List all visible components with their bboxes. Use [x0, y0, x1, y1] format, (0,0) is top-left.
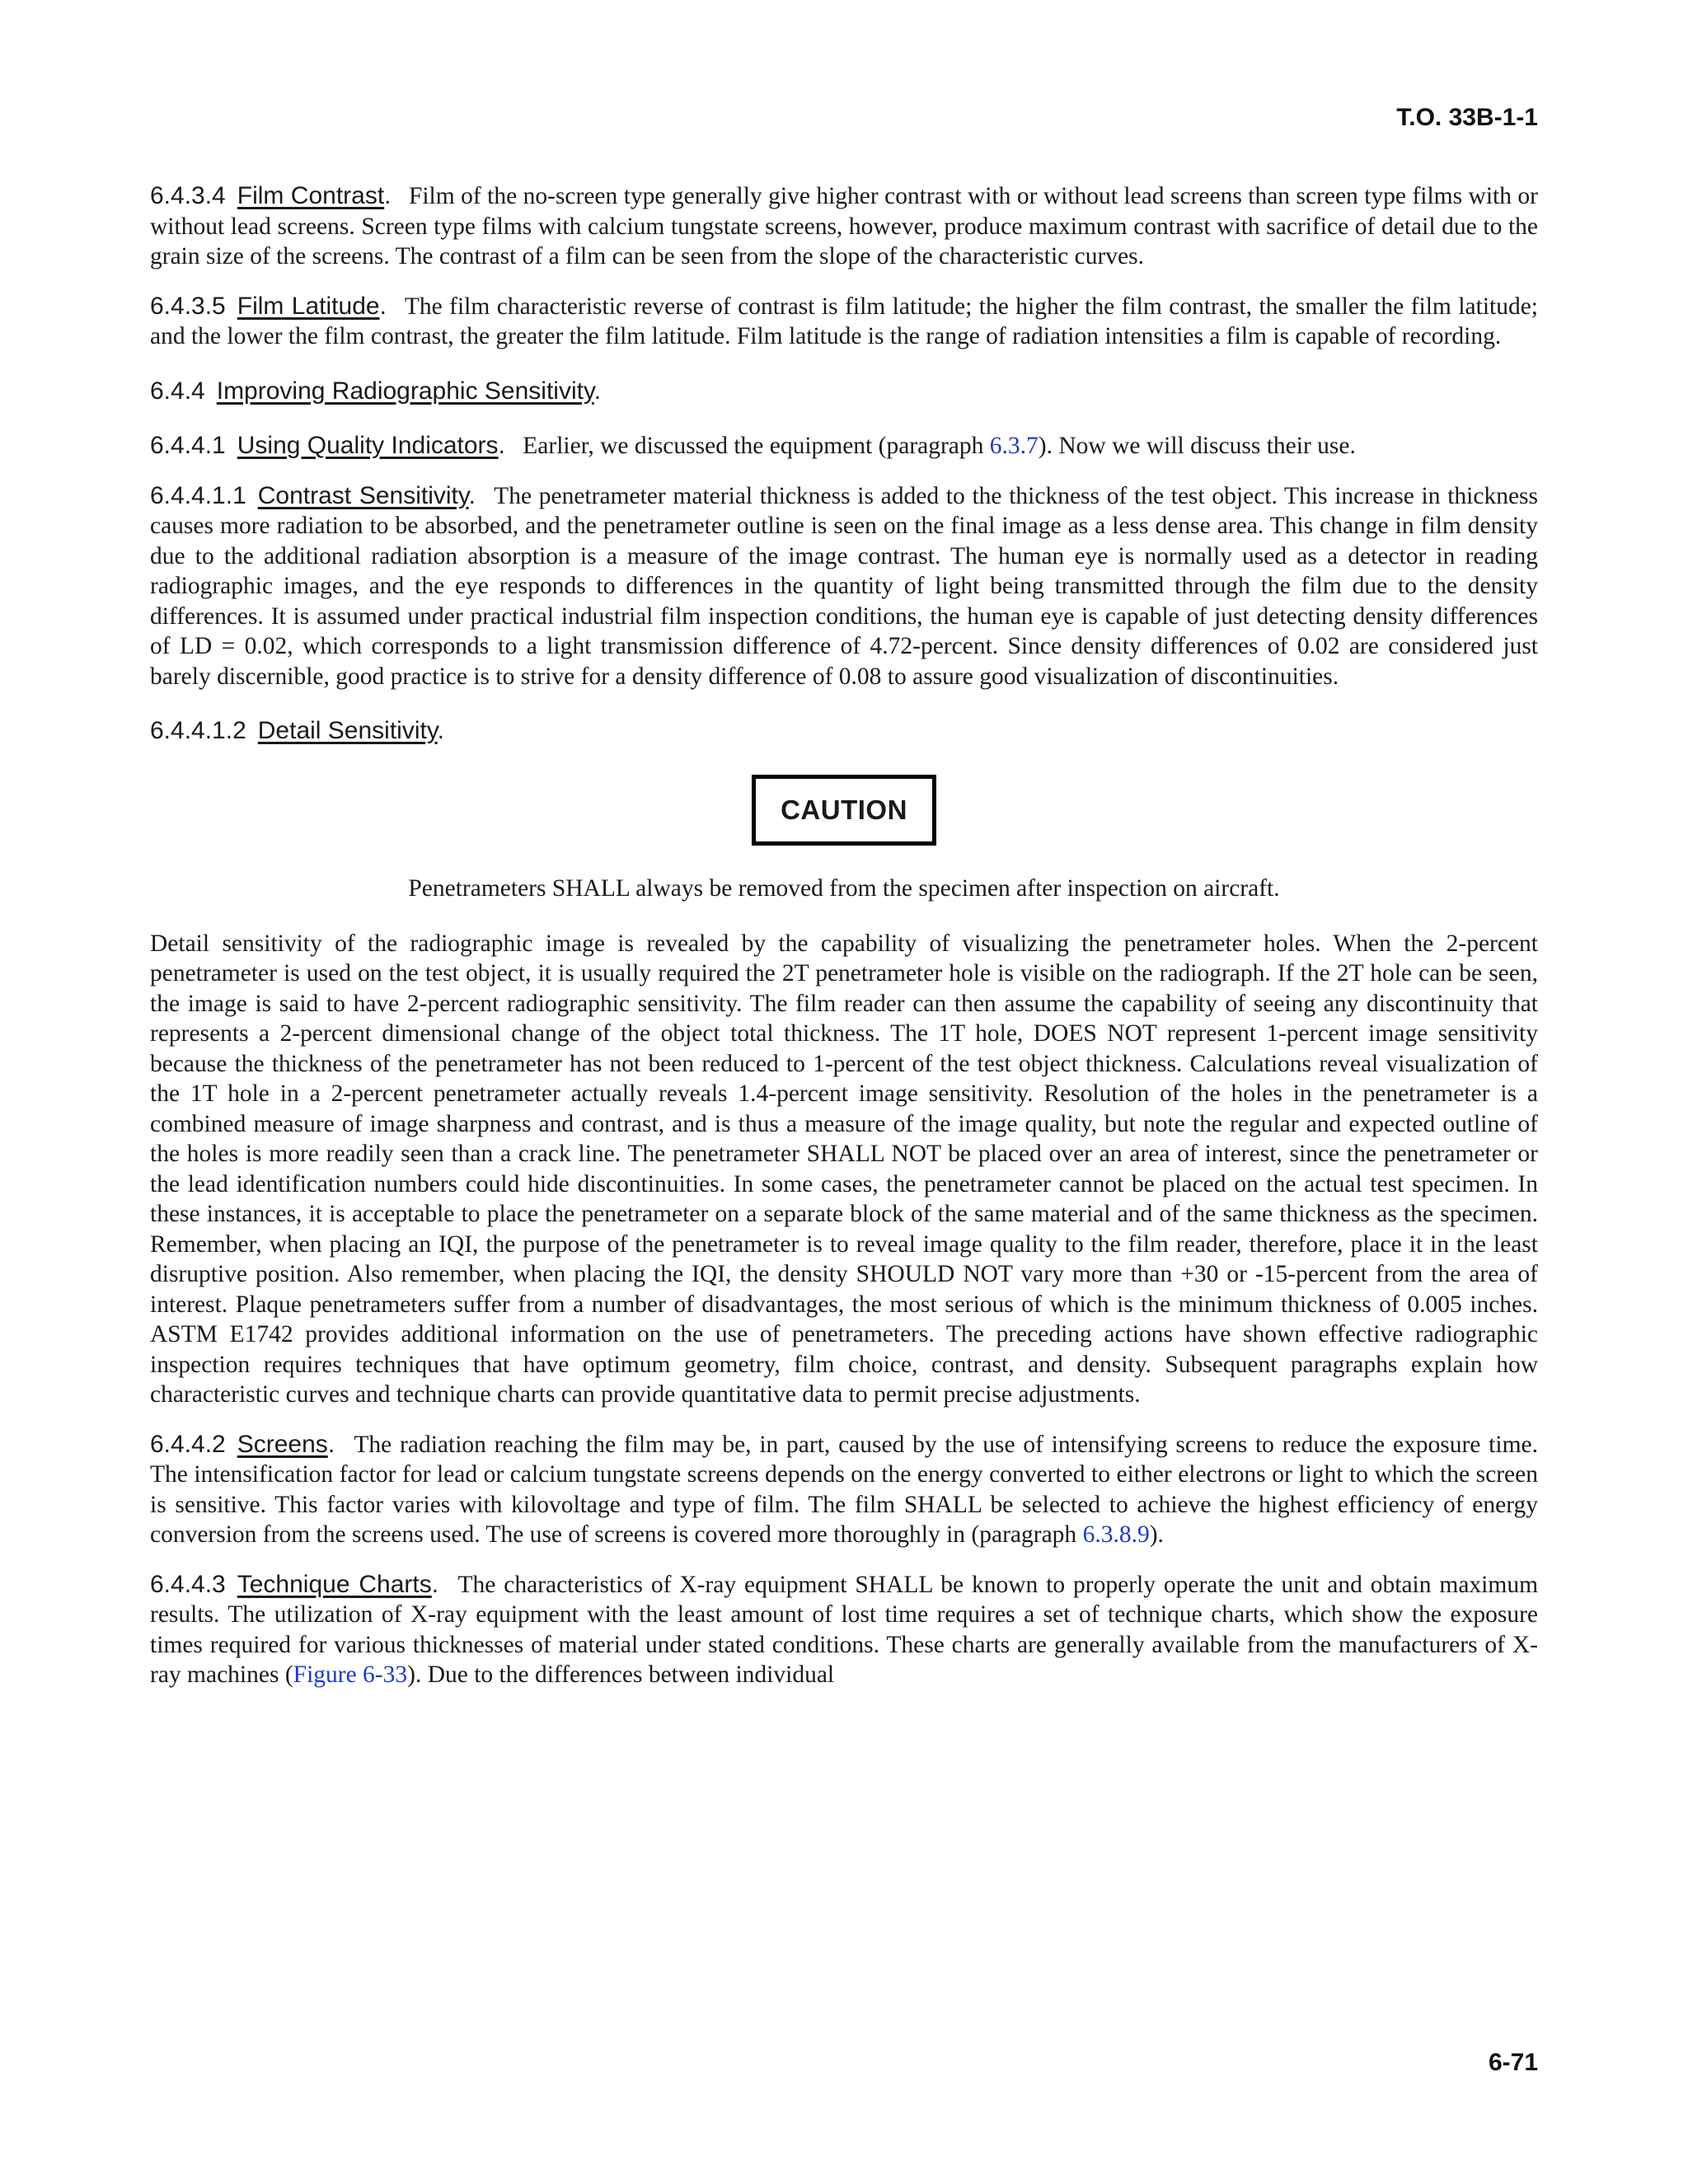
paragraph-6-4-4-3: 6.4.4.3 Technique Charts. The characteristics of X-ray equipment SHALL be known to properly operate the unit and obtain maximum results. The utilization of X-ray equipment with the least amount of lost time requires a set of technique charts, which show the exposure times required for various thicknesses of material under stated conditions. These charts are generally available from the manufacturers of X-ray machines (Figure 6-33). Due to the differences between individual	[150, 1570, 1539, 1688]
paragraph-6-4-4-1: 6.4.4.1 Using Quality Indicators. Earlier, we discussed the equipment (paragraph 6.3.7). Now we will discuss their use.	[150, 432, 1356, 459]
section-number: 6.4.4.2	[150, 1430, 226, 1458]
section-text: The radiation reaching the film may be, in part, caused by the use of intensifying screens to reduce the exposure time. The intensification factor for lead or calcium tungstate screens depends on the energy converted to either electrons or light to which the screen is sensitive. This factor varies with kilovoltage and type of film. The film SHALL be selected to achieve the highest efficiency of energy conversion from the screens used. The use of screens is covered more thoroughly in (paragraph	[150, 1431, 1538, 1548]
section-number: 6.4.4	[150, 377, 205, 405]
caution-text: Penetrameters SHALL always be removed from the specimen after inspection on aircraft.	[408, 875, 1280, 902]
section-number: 6.4.4.1	[150, 432, 226, 459]
section-text: The penetrameter material thickness is added to the thickness of the test object. This increase in thickness causes more radiation to be absorbed, and the penetrameter outline is seen on the final image as a less dense area. This change in film density due to the additional radiation absorption is a measure of the image contrast. The human eye is normally used as a detector in reading radiographic images, and the eye responds to differences in the quantity of light being transmitted through the film due to the density differences. It is assumed under practical industrial film inspection conditions, the human eye is capable of just detecting density differences of LD = 0.02, which corresponds to a light transmission difference of 4.72-percent. Since density differences of 0.02 are considered just barely discernible, good practice is to strive for a density difference of 0.08 to assure good visualization of discontinuities.	[150, 482, 1538, 690]
section-title: Improving Radiographic Sensitivity	[216, 377, 594, 405]
section-text: The characteristics of X-ray equipment SHALL be known to properly operate the unit and obtain maximum results. The utilization of X-ray equipment with the least amount of lost time requires a set of technique charts, which show the exposure times required for various thicknesses of material under stated conditions. These charts are generally available from the manufacturers of X-ray machines (	[150, 1571, 1539, 1688]
section-title: Contrast Sensitivity	[257, 481, 469, 509]
heading-6-4-4-1-2: 6.4.4.1.2 Detail Sensitivity.	[150, 717, 444, 744]
section-number: 6.4.4.1.2	[150, 717, 246, 744]
section-text-after: ).	[1149, 1521, 1164, 1548]
page-number: 6-71	[1488, 2049, 1538, 2076]
section-number: 6.4.4.3	[150, 1570, 226, 1598]
section-number: 6.4.3.4	[150, 182, 226, 209]
section-title: Film Contrast	[237, 182, 385, 209]
section-text-after: ). Due to the differences between individual	[407, 1661, 835, 1688]
paragraph-6-4-4-2: 6.4.4.2 Screens. The radiation reaching the film may be, in part, caused by the use of intensifying screens to reduce the exposure time. The intensification factor for lead or calcium tungstate screens depends on the energy converted to either electrons or light to which the screen is sensitive. This factor varies with kilovoltage and type of film. The film SHALL be selected to achieve the highest efficiency of energy conversion from the screens used. The use of screens is covered more thoroughly in (paragraph 6.3.8.9).	[150, 1430, 1538, 1548]
section-title: Film Latitude	[237, 292, 380, 320]
document-id: T.O. 33B-1-1	[1396, 104, 1538, 131]
paragraph-link[interactable]: 6.3.7	[989, 433, 1039, 459]
section-text: Earlier, we discussed the equipment (paragraph	[523, 433, 990, 459]
section-text: The film characteristic reverse of contrast is film latitude; the higher the film contrast, the smaller the film latitude; and the lower the film contrast, the greater the film latitude. Film latitude is the range of radiation intensities a film is capable of recording.	[150, 293, 1538, 349]
paragraph-detail-sensitivity: Detail sensitivity of the radiographic image is revealed by the capability of visualizing the penetrameter holes. When the 2-percent penetrameter is used on the test object, it is usually required the 2T penetrameter hole is visible on the radiograph. If the 2T hole can be seen, the image is said to have 2-percent radiographic sensitivity. The film reader can then assume the capability of seeing any discontinuity that represents a 2-percent dimensional change of the object total thickness. The 1T hole, DOES NOT represent 1-percent image sensitivity because the thickness of the penetrameter has not been reduced to 1-percent of the test object thickness. Calculations reveal visualization of the 1T hole in a 2-percent penetrameter actually reveals 1.4-percent image sensitivity. Resolution of the holes in the penetrameter is a combined measure of image sharpness and contrast, and is thus a measure of the image quality, but note the regular and expected outline of the holes is more readily seen than a crack line. The penetrameter SHALL NOT be placed over an area of interest, since the penetrameter or the lead identification numbers could hide discontinuities. In some cases, the penetrameter cannot be placed on the actual test specimen. In these instances, it is acceptable to place the penetrameter on a separate block of the same material and of the same thickness as the specimen. Remember, when placing an IQI, the purpose of the penetrameter is to reveal image quality to the film reader, therefore, place it in the least disruptive position. Also remember, when placing the IQI, the density SHOULD NOT vary more than +30 or -15-percent from the area of interest. Plaque penetrameters suffer from a number of disadvantages, the most serious of which is the minimum thickness of 0.005 inches. ASTM E1742 provides additional information on the use of penetrameters. The preceding actions have shown effective radiographic inspection requires techniques that have optimum geometry, film choice, contrast, and density. Subsequent paragraphs explain how characteristic curves and technique charts can provide quantitative data to permit precise adjustments.	[150, 930, 1538, 1408]
caution-label: CAUTION	[752, 775, 936, 846]
paragraph-6-4-3-4: 6.4.3.4 Film Contrast. Film of the no-screen type generally give higher contrast with or without lead screens than screen type films with or without lead screens. Screen type films with calcium tungstate screens, however, produce maximum contrast with sacrifice of detail due to the grain size of the screens. The contrast of a film can be seen from the slope of the characteristic curves.	[150, 182, 1538, 269]
section-title: Detail Sensitivity	[257, 717, 438, 744]
section-number: 6.4.4.1.1	[150, 481, 246, 509]
section-text: Film of the no-screen type generally give higher contrast with or without lead screens than screen type films with or without lead screens. Screen type films with calcium tungstate screens, however, produce maximum contrast with sacrifice of detail due to the grain size of the screens. The contrast of a film can be seen from the slope of the characteristic curves.	[150, 183, 1538, 269]
paragraph-6-4-4-1-1: 6.4.4.1.1 Contrast Sensitivity. The penetrameter material thickness is added to the thickness of the test object. This increase in thickness causes more radiation to be absorbed, and the penetrameter outline is seen on the final image as a less dense area. This change in film density due to the additional radiation absorption is a measure of the image contrast. The human eye is normally used as a detector in reading radiographic images, and the eye responds to differences in the quantity of light being transmitted through the film due to the density differences. It is assumed under practical industrial film inspection conditions, the human eye is capable of just detecting density differences of LD = 0.02, which corresponds to a light transmission difference of 4.72-percent. Since density differences of 0.02 are considered just barely discernible, good practice is to strive for a density difference of 0.08 to assure good visualization of discontinuities.	[150, 481, 1538, 690]
heading-6-4-4: 6.4.4 Improving Radiographic Sensitivity.	[150, 377, 602, 405]
paragraph-link[interactable]: 6.3.8.9	[1082, 1521, 1150, 1548]
caution-block	[150, 775, 1538, 846]
section-title: Using Quality Indicators	[237, 432, 499, 459]
section-text-after: ). Now we will discuss their use.	[1038, 433, 1356, 459]
document-body	[150, 181, 1538, 1710]
section-title: Screens	[237, 1430, 328, 1458]
section-title: Technique Charts	[237, 1570, 432, 1598]
section-number: 6.4.3.5	[150, 292, 226, 320]
figure-link[interactable]: Figure 6-33	[293, 1661, 408, 1688]
paragraph-6-4-3-5: 6.4.3.5 Film Latitude. The film characteristic reverse of contrast is film latitude; the higher the film contrast, the smaller the film latitude; and the lower the film contrast, the greater the film latitude. Film latitude is the range of radiation intensities a film is capable of recording.	[150, 292, 1538, 349]
